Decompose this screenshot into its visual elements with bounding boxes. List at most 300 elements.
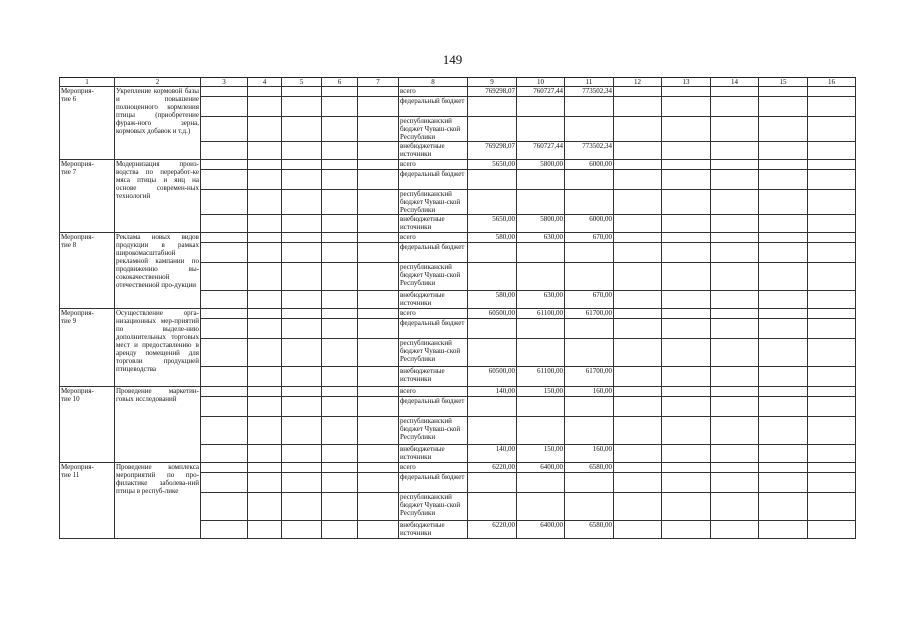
- empty-cell: [759, 493, 808, 521]
- empty-cell: [808, 463, 856, 473]
- amount-cell: [565, 397, 614, 417]
- funding-source: республиканский бюджет Чуваш-ской Республики: [399, 493, 468, 521]
- empty-cell: [759, 291, 808, 309]
- empty-cell: [662, 463, 711, 473]
- funding-source: всего: [399, 160, 468, 170]
- column-header: 12: [614, 78, 662, 87]
- empty-cell: [808, 309, 856, 319]
- amount-cell: 6580,00: [565, 463, 614, 473]
- empty-cell: [808, 291, 856, 309]
- empty-cell: [808, 190, 856, 215]
- empty-cell: [282, 263, 322, 291]
- column-header: 1: [60, 78, 115, 87]
- amount-cell: 5650,00: [468, 215, 517, 233]
- amount-cell: [468, 170, 517, 190]
- empty-cell: [808, 243, 856, 263]
- empty-cell: [282, 473, 322, 493]
- empty-cell: [358, 493, 399, 521]
- empty-cell: [711, 291, 759, 309]
- empty-cell: [662, 97, 711, 117]
- empty-cell: [614, 160, 662, 170]
- empty-cell: [248, 97, 282, 117]
- funding-source: внебюджетные источники: [399, 367, 468, 387]
- column-header: 3: [201, 78, 248, 87]
- amount-cell: [468, 339, 517, 367]
- empty-cell: [322, 417, 358, 445]
- empty-cell: [808, 233, 856, 243]
- amount-cell: [517, 493, 565, 521]
- amount-cell: [517, 319, 565, 339]
- empty-cell: [662, 493, 711, 521]
- amount-cell: [517, 170, 565, 190]
- amount-cell: 5650,00: [468, 160, 517, 170]
- empty-cell: [614, 463, 662, 473]
- empty-cell: [614, 445, 662, 463]
- empty-cell: [711, 117, 759, 142]
- empty-cell: [358, 117, 399, 142]
- empty-cell: [248, 493, 282, 521]
- table-row: [60, 463, 856, 473]
- empty-cell: [662, 339, 711, 367]
- empty-cell: [358, 339, 399, 367]
- empty-cell: [201, 463, 248, 473]
- empty-cell: [201, 190, 248, 215]
- funding-source: федеральный бюджет: [399, 319, 468, 339]
- empty-cell: [201, 263, 248, 291]
- empty-cell: [711, 87, 759, 97]
- empty-cell: [322, 521, 358, 539]
- column-header: 7: [358, 78, 399, 87]
- empty-cell: [248, 397, 282, 417]
- column-header: 11: [565, 78, 614, 87]
- measure-id: Мероприя- тие 7: [60, 160, 115, 233]
- empty-cell: [662, 142, 711, 160]
- amount-cell: [517, 263, 565, 291]
- empty-cell: [248, 233, 282, 243]
- column-header: 14: [711, 78, 759, 87]
- empty-cell: [808, 445, 856, 463]
- funding-source: федеральный бюджет: [399, 97, 468, 117]
- page-number: 149: [442, 52, 463, 67]
- amount-cell: [468, 319, 517, 339]
- funding-source: внебюджетные источники: [399, 445, 468, 463]
- empty-cell: [322, 397, 358, 417]
- amount-cell: 769298,07: [468, 142, 517, 160]
- empty-cell: [662, 233, 711, 243]
- funding-source: федеральный бюджет: [399, 397, 468, 417]
- empty-cell: [808, 142, 856, 160]
- amount-cell: 773502,34: [565, 142, 614, 160]
- empty-cell: [711, 215, 759, 233]
- empty-cell: [711, 367, 759, 387]
- empty-cell: [282, 170, 322, 190]
- amount-cell: [565, 117, 614, 142]
- empty-cell: [248, 417, 282, 445]
- column-header: 6: [322, 78, 358, 87]
- funding-source: республиканский бюджет Чуваш-ской Республики: [399, 417, 468, 445]
- amount-cell: [517, 473, 565, 493]
- empty-cell: [662, 397, 711, 417]
- empty-cell: [808, 263, 856, 291]
- empty-cell: [662, 291, 711, 309]
- empty-cell: [662, 160, 711, 170]
- amount-cell: 6220,00: [468, 521, 517, 539]
- empty-cell: [201, 291, 248, 309]
- empty-cell: [248, 291, 282, 309]
- empty-cell: [614, 87, 662, 97]
- empty-cell: [711, 445, 759, 463]
- empty-cell: [201, 387, 248, 397]
- empty-cell: [282, 309, 322, 319]
- empty-cell: [711, 473, 759, 493]
- empty-cell: [808, 97, 856, 117]
- empty-cell: [759, 215, 808, 233]
- empty-cell: [248, 142, 282, 160]
- table-row: [60, 233, 856, 243]
- empty-cell: [322, 117, 358, 142]
- empty-cell: [808, 160, 856, 170]
- empty-cell: [322, 233, 358, 243]
- column-header: 10: [517, 78, 565, 87]
- empty-cell: [614, 367, 662, 387]
- empty-cell: [808, 473, 856, 493]
- amount-cell: [468, 97, 517, 117]
- empty-cell: [322, 170, 358, 190]
- empty-cell: [614, 263, 662, 291]
- empty-cell: [201, 417, 248, 445]
- column-header: 9: [468, 78, 517, 87]
- empty-cell: [759, 97, 808, 117]
- empty-cell: [759, 397, 808, 417]
- empty-cell: [322, 97, 358, 117]
- amount-cell: 61100,00: [517, 309, 565, 319]
- table-row: [60, 160, 856, 170]
- empty-cell: [614, 190, 662, 215]
- empty-cell: [662, 87, 711, 97]
- empty-cell: [282, 160, 322, 170]
- amount-cell: 150,00: [517, 387, 565, 397]
- empty-cell: [614, 142, 662, 160]
- empty-cell: [662, 263, 711, 291]
- empty-cell: [711, 263, 759, 291]
- funding-source: всего: [399, 233, 468, 243]
- empty-cell: [808, 319, 856, 339]
- empty-cell: [248, 160, 282, 170]
- measure-id: Мероприя- тие 11: [60, 463, 115, 539]
- amount-cell: 580,00: [468, 233, 517, 243]
- empty-cell: [759, 367, 808, 387]
- empty-cell: [201, 309, 248, 319]
- empty-cell: [711, 521, 759, 539]
- empty-cell: [248, 117, 282, 142]
- empty-cell: [808, 170, 856, 190]
- column-header: 2: [115, 78, 201, 87]
- measure-name: Укрепление кормовой базы и повышение полноценного кормления птицы (приобретение фураж-ного зерна, кормовых добавок и т.д.): [115, 87, 201, 160]
- empty-cell: [201, 367, 248, 387]
- empty-cell: [201, 521, 248, 539]
- empty-cell: [248, 319, 282, 339]
- measure-name: Модернизация произ-водства по переработ-ке мяса птицы и яиц на основе современ-ных технологий: [115, 160, 201, 233]
- empty-cell: [201, 170, 248, 190]
- amount-cell: [565, 97, 614, 117]
- empty-cell: [358, 521, 399, 539]
- funding-source: всего: [399, 387, 468, 397]
- empty-cell: [759, 319, 808, 339]
- amount-cell: [517, 243, 565, 263]
- empty-cell: [248, 190, 282, 215]
- empty-cell: [322, 473, 358, 493]
- amount-cell: 630,00: [517, 233, 565, 243]
- empty-cell: [662, 117, 711, 142]
- empty-cell: [358, 387, 399, 397]
- empty-cell: [322, 309, 358, 319]
- empty-cell: [662, 445, 711, 463]
- empty-cell: [282, 445, 322, 463]
- empty-cell: [808, 339, 856, 367]
- empty-cell: [358, 233, 399, 243]
- empty-cell: [322, 243, 358, 263]
- budget-table: [59, 77, 856, 539]
- measure-name: Реклама новых видов продукции в рамках широкомасштабной рекламной кампании по продвижению вы-сококачественной отечественной про-дукции: [115, 233, 201, 309]
- empty-cell: [759, 87, 808, 97]
- empty-cell: [282, 291, 322, 309]
- empty-cell: [282, 215, 322, 233]
- empty-cell: [248, 339, 282, 367]
- empty-cell: [322, 142, 358, 160]
- table-row: [60, 309, 856, 319]
- empty-cell: [662, 215, 711, 233]
- empty-cell: [358, 190, 399, 215]
- measure-id: Мероприя- тие 6: [60, 87, 115, 160]
- empty-cell: [711, 339, 759, 367]
- amount-cell: [468, 263, 517, 291]
- empty-cell: [711, 387, 759, 397]
- funding-source: всего: [399, 87, 468, 97]
- empty-cell: [711, 233, 759, 243]
- empty-cell: [711, 243, 759, 263]
- empty-cell: [282, 387, 322, 397]
- empty-cell: [282, 319, 322, 339]
- amount-cell: [565, 473, 614, 493]
- empty-cell: [322, 319, 358, 339]
- amount-cell: [565, 493, 614, 521]
- empty-cell: [322, 87, 358, 97]
- amount-cell: [517, 417, 565, 445]
- amount-cell: [565, 417, 614, 445]
- amount-cell: 160,00: [565, 445, 614, 463]
- empty-cell: [322, 367, 358, 387]
- empty-cell: [614, 417, 662, 445]
- empty-cell: [614, 215, 662, 233]
- funding-source: внебюджетные источники: [399, 291, 468, 309]
- empty-cell: [248, 215, 282, 233]
- empty-cell: [614, 397, 662, 417]
- column-header: 15: [759, 78, 808, 87]
- empty-cell: [759, 243, 808, 263]
- empty-cell: [614, 493, 662, 521]
- empty-cell: [614, 473, 662, 493]
- empty-cell: [201, 493, 248, 521]
- empty-cell: [248, 87, 282, 97]
- empty-cell: [662, 170, 711, 190]
- empty-cell: [759, 387, 808, 397]
- amount-cell: 6220,00: [468, 463, 517, 473]
- empty-cell: [201, 142, 248, 160]
- empty-cell: [614, 97, 662, 117]
- empty-cell: [614, 319, 662, 339]
- empty-cell: [358, 397, 399, 417]
- empty-cell: [759, 142, 808, 160]
- empty-cell: [759, 160, 808, 170]
- empty-cell: [711, 417, 759, 445]
- empty-cell: [358, 97, 399, 117]
- empty-cell: [614, 233, 662, 243]
- empty-cell: [711, 190, 759, 215]
- column-header: 5: [282, 78, 322, 87]
- amount-cell: [468, 190, 517, 215]
- column-header: 16: [808, 78, 856, 87]
- empty-cell: [759, 233, 808, 243]
- column-number-row: [60, 78, 856, 87]
- empty-cell: [358, 215, 399, 233]
- empty-cell: [322, 263, 358, 291]
- empty-cell: [614, 387, 662, 397]
- funding-source: республиканский бюджет Чуваш-ской Республики: [399, 190, 468, 215]
- empty-cell: [201, 319, 248, 339]
- amount-cell: [468, 397, 517, 417]
- empty-cell: [711, 319, 759, 339]
- empty-cell: [282, 397, 322, 417]
- amount-cell: 6400,00: [517, 521, 565, 539]
- empty-cell: [759, 117, 808, 142]
- empty-cell: [662, 387, 711, 397]
- amount-cell: 61700,00: [565, 309, 614, 319]
- amount-cell: 5800,00: [517, 215, 565, 233]
- amount-cell: [468, 473, 517, 493]
- empty-cell: [201, 445, 248, 463]
- empty-cell: [358, 87, 399, 97]
- amount-cell: 160,00: [565, 387, 614, 397]
- amount-cell: [565, 263, 614, 291]
- empty-cell: [282, 521, 322, 539]
- empty-cell: [662, 309, 711, 319]
- empty-cell: [808, 397, 856, 417]
- empty-cell: [282, 97, 322, 117]
- empty-cell: [759, 309, 808, 319]
- amount-cell: 760727,44: [517, 87, 565, 97]
- empty-cell: [322, 160, 358, 170]
- amount-cell: 670,00: [565, 233, 614, 243]
- amount-cell: [517, 397, 565, 417]
- empty-cell: [759, 521, 808, 539]
- table-row: [60, 87, 856, 97]
- empty-cell: [358, 170, 399, 190]
- measure-name: Проведение маркетин-говых исследований: [115, 387, 201, 463]
- amount-cell: 6000,00: [565, 160, 614, 170]
- funding-source: федеральный бюджет: [399, 170, 468, 190]
- amount-cell: 61100,00: [517, 367, 565, 387]
- empty-cell: [248, 367, 282, 387]
- empty-cell: [322, 190, 358, 215]
- empty-cell: [662, 319, 711, 339]
- amount-cell: 670,00: [565, 291, 614, 309]
- empty-cell: [201, 233, 248, 243]
- amount-cell: [565, 170, 614, 190]
- amount-cell: 6000,00: [565, 215, 614, 233]
- empty-cell: [759, 473, 808, 493]
- funding-source: федеральный бюджет: [399, 243, 468, 263]
- empty-cell: [358, 142, 399, 160]
- empty-cell: [201, 473, 248, 493]
- empty-cell: [282, 190, 322, 215]
- column-header: 4: [248, 78, 282, 87]
- empty-cell: [201, 215, 248, 233]
- amount-cell: 140,00: [468, 387, 517, 397]
- amount-cell: 769298,07: [468, 87, 517, 97]
- measure-name: Осуществление орга-низационных мер-приятий по выделе-нию дополнительных торговых мест и предоставлению в аренду помещений для торговли продукцией птицеводства: [115, 309, 201, 387]
- empty-cell: [711, 170, 759, 190]
- empty-cell: [358, 319, 399, 339]
- amount-cell: 580,00: [468, 291, 517, 309]
- measure-id: Мероприя- тие 10: [60, 387, 115, 463]
- empty-cell: [282, 493, 322, 521]
- empty-cell: [759, 339, 808, 367]
- empty-cell: [282, 233, 322, 243]
- amount-cell: 773502,34: [565, 87, 614, 97]
- empty-cell: [759, 417, 808, 445]
- amount-cell: [565, 339, 614, 367]
- empty-cell: [282, 417, 322, 445]
- empty-cell: [322, 215, 358, 233]
- funding-source: всего: [399, 463, 468, 473]
- empty-cell: [322, 387, 358, 397]
- empty-cell: [248, 463, 282, 473]
- amount-cell: [517, 339, 565, 367]
- empty-cell: [614, 243, 662, 263]
- funding-source: федеральный бюджет: [399, 473, 468, 493]
- empty-cell: [614, 339, 662, 367]
- empty-cell: [248, 170, 282, 190]
- empty-cell: [808, 521, 856, 539]
- amount-cell: [517, 117, 565, 142]
- empty-cell: [201, 243, 248, 263]
- amount-cell: 5800,00: [517, 160, 565, 170]
- empty-cell: [358, 309, 399, 319]
- empty-cell: [662, 473, 711, 493]
- empty-cell: [358, 160, 399, 170]
- amount-cell: [517, 190, 565, 215]
- amount-cell: 60500,00: [468, 367, 517, 387]
- empty-cell: [711, 493, 759, 521]
- empty-cell: [662, 521, 711, 539]
- measure-id: Мероприя- тие 8: [60, 233, 115, 309]
- amount-cell: 60500,00: [468, 309, 517, 319]
- empty-cell: [201, 397, 248, 417]
- empty-cell: [662, 417, 711, 445]
- amount-cell: 140,00: [468, 445, 517, 463]
- empty-cell: [248, 521, 282, 539]
- empty-cell: [282, 463, 322, 473]
- empty-cell: [358, 445, 399, 463]
- empty-cell: [282, 367, 322, 387]
- empty-cell: [248, 243, 282, 263]
- empty-cell: [248, 473, 282, 493]
- empty-cell: [201, 160, 248, 170]
- amount-cell: [468, 243, 517, 263]
- empty-cell: [358, 263, 399, 291]
- empty-cell: [662, 190, 711, 215]
- empty-cell: [614, 117, 662, 142]
